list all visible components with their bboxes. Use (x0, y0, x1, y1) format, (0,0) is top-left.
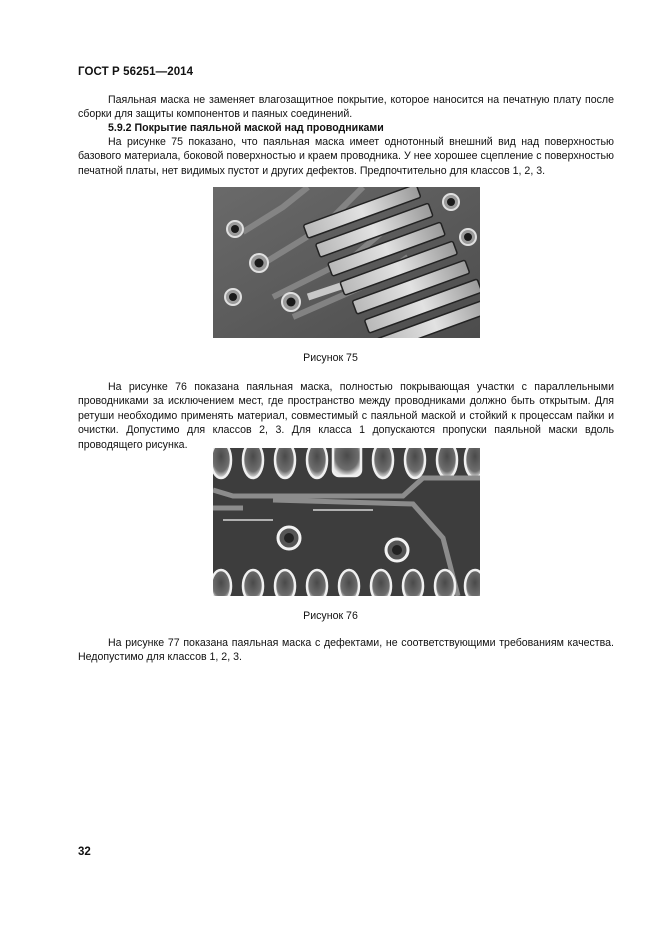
paragraph-figure76-description: На рисунке 76 показана паяльная маска, полностью покрывающая участки с параллельными проводниками за исключением мест, где пространство между проводниками должно быть открытым. Для ретуши необходимо применять материал, совместимый с паяльной маской и стойкий к процессам пайки и очистки. Допустимо для классов 2, 3. Для класса 1 допускаются пропуски паяльной маски вдоль проводящего рисунка. (78, 381, 614, 451)
paragraph-figure75-description: На рисунке 75 показано, что паяльная маска имеет однотонный внешний вид над поверхностью базового материала, боковой поверхностью и краем проводника. У нее хорошее сцепление с поверхностью печатной платы, нет видимых пустот и других дефектов. Предпочтительно для классов 1, 2, 3. (78, 136, 614, 177)
figure-75-caption: Рисунок 75 (303, 352, 358, 364)
figure-76-image (213, 448, 480, 596)
paragraph-conformal-coating: Паяльная маска не заменяет влагозащитное покрытие, которое наносится на печатную плату после сборки для защиты компонентов и паяных соединений. (78, 94, 614, 121)
figure-76-caption: Рисунок 76 (303, 610, 358, 622)
paragraph-figure77-description: На рисунке 77 показана паяльная маска с дефектами, не соответствующими требованиям качества. Недопустимо для классов 1, 2, 3. (78, 637, 614, 664)
figure-75-image (213, 187, 480, 338)
document-header: ГОСТ Р 56251—2014 (78, 66, 194, 78)
page-number: 32 (78, 846, 91, 858)
section-heading: 5.9.2 Покрытие паяльной маской над проводниками (108, 122, 384, 134)
